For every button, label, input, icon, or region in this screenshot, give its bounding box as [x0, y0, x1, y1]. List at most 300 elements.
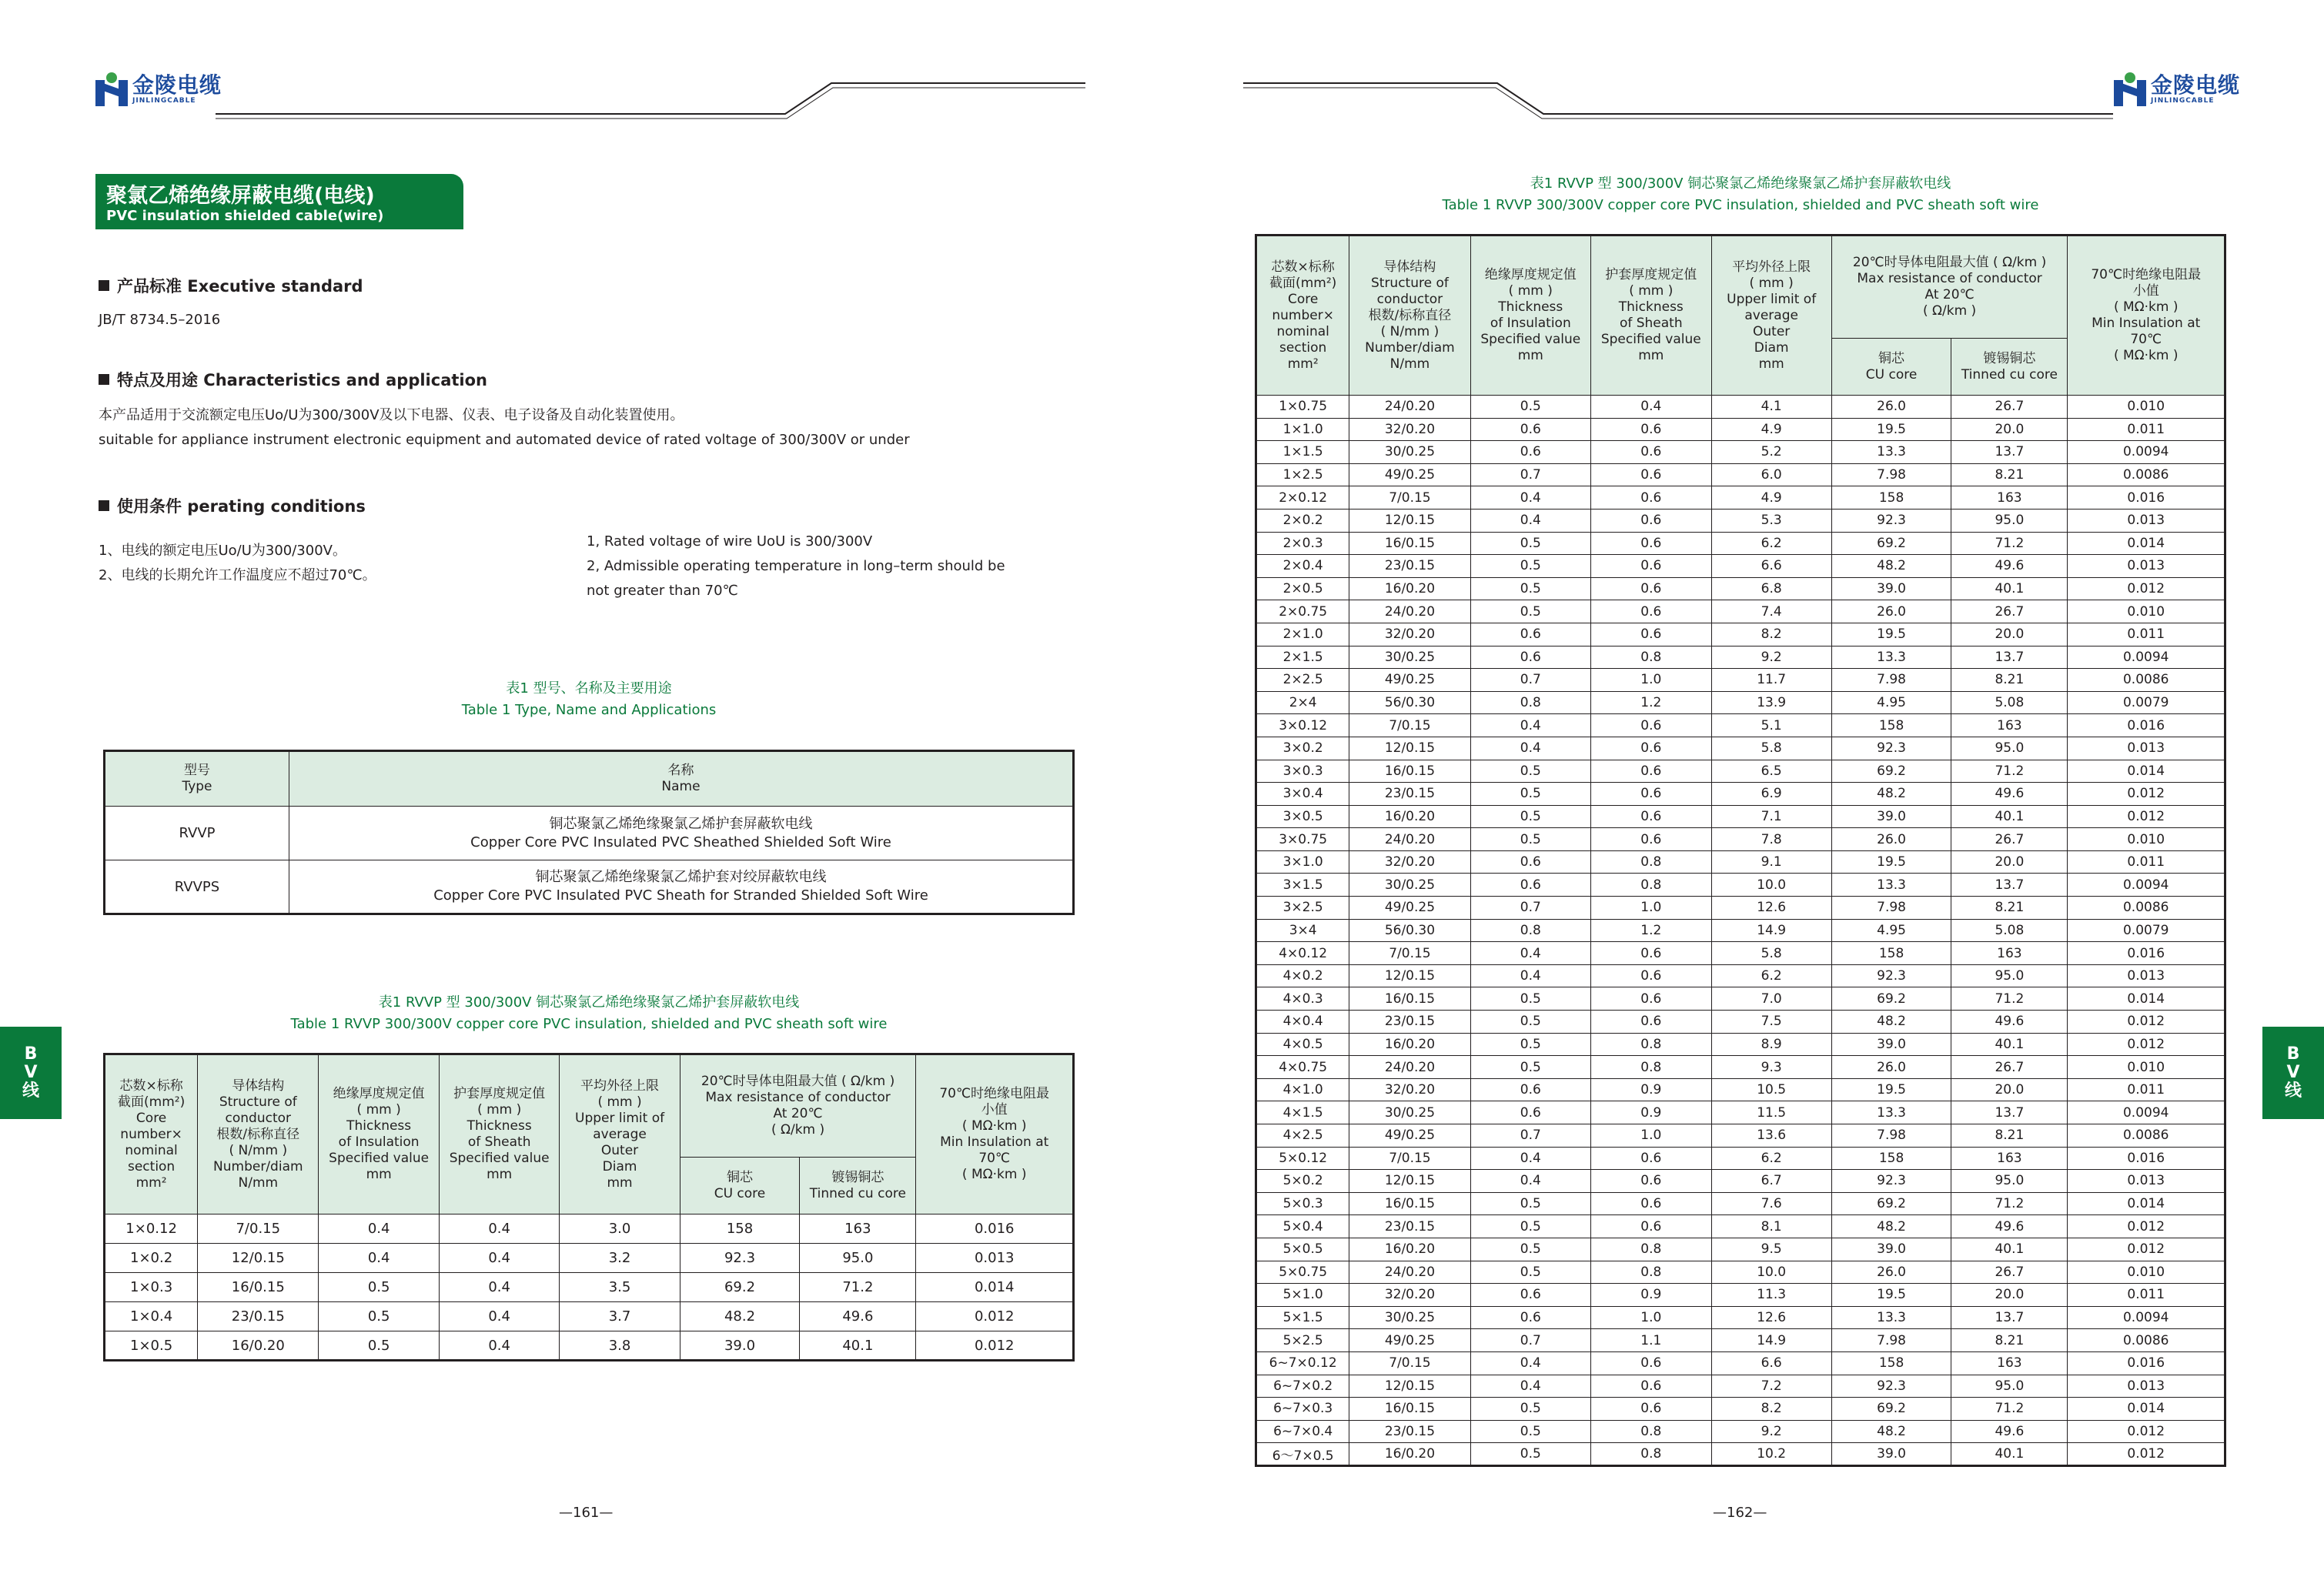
- conductor-count-cell: 1×0.5: [105, 1331, 198, 1361]
- outer-diam-cell: 5.2: [1711, 441, 1831, 464]
- insulation-resistance-cell: 0.0086: [2068, 897, 2225, 920]
- sheath-cell: 0.4: [439, 1214, 560, 1244]
- insulation-resistance-cell: 0.013: [916, 1244, 1074, 1273]
- insulation-cell: 0.6: [1470, 1078, 1591, 1101]
- sheath-cell: 0.6: [1591, 737, 1712, 760]
- insulation-resistance-cell: 0.0094: [2068, 1306, 2225, 1329]
- structure-cell: 32/0.20: [1349, 850, 1470, 874]
- type-name-table: [103, 750, 1075, 915]
- outer-diam-cell: 9.1: [1711, 850, 1831, 874]
- conductor-count-cell: 3×0.5: [1256, 805, 1349, 828]
- conductor-count-cell: 1×0.4: [105, 1302, 198, 1331]
- structure-cell: 16/0.20: [1349, 577, 1470, 600]
- insulation-resistance-cell: 0.0079: [2068, 919, 2225, 942]
- header-outer-diam: 平均外径上限 ( mm ) Upper limit of average Outer Diam mm: [560, 1054, 680, 1214]
- insulation-cell: 0.6: [1470, 441, 1591, 464]
- tinned-resistance-cell: 26.7: [1951, 1261, 2068, 1284]
- cu-resistance-cell: 26.0: [1831, 600, 1951, 623]
- cu-resistance-cell: 7.98: [1831, 1124, 1951, 1148]
- structure-cell: 23/0.15: [1349, 555, 1470, 578]
- header-resistance: 20℃时导体电阻最大值 ( Ω/km ) Max resistance of conductor At 20℃ ( Ω/km ): [680, 1054, 916, 1158]
- table2-caption-en: Table 1 RVVP 300/300V copper core PVC insulation, shielded and PVC sheath soft wire: [290, 1016, 888, 1032]
- structure-cell: 16/0.15: [1349, 532, 1470, 555]
- conductor-count-cell: 4×0.75: [1256, 1056, 1349, 1079]
- insulation-cell: 0.5: [1470, 396, 1591, 419]
- outer-diam-cell: 11.7: [1711, 669, 1831, 692]
- table2-caption-cn: 表1 RVVP 型 300/300V 铜芯聚氯乙烯绝缘聚氯乙烯护套屏蔽软电线: [378, 994, 800, 1011]
- insulation-resistance-cell: 0.012: [2068, 805, 2225, 828]
- insulation-cell: 0.6: [1470, 1101, 1591, 1124]
- brand-logo: [2114, 72, 2240, 106]
- outer-diam-cell: 9.3: [1711, 1056, 1831, 1079]
- outer-diam-cell: 10.2: [1711, 1443, 1831, 1466]
- sheath-cell: 1.0: [1591, 897, 1712, 920]
- sheath-cell: 0.6: [1591, 509, 1712, 532]
- insulation-resistance-cell: 0.012: [2068, 1215, 2225, 1238]
- tinned-resistance-cell: 40.1: [1951, 1033, 2068, 1056]
- tinned-resistance-cell: 26.7: [1951, 396, 2068, 419]
- insulation-resistance-cell: 0.010: [2068, 600, 2225, 623]
- insulation-resistance-cell: 0.013: [2068, 555, 2225, 578]
- insulation-cell: 0.4: [1470, 714, 1591, 737]
- structure-cell: 32/0.20: [1349, 418, 1470, 441]
- structure-cell: 24/0.20: [1349, 1056, 1470, 1079]
- cu-resistance-cell: 19.5: [1831, 850, 1951, 874]
- insulation-resistance-cell: 0.011: [2068, 418, 2225, 441]
- table-caption-cn: 表1 RVVP 型 300/300V 铜芯聚氯乙烯绝缘聚氯乙烯护套屏蔽软电线: [1530, 175, 1951, 192]
- conductor-count-cell: 1×0.75: [1256, 396, 1349, 419]
- conductor-count-cell: 1×2.5: [1256, 463, 1349, 486]
- sheath-cell: 0.6: [1591, 805, 1712, 828]
- tinned-resistance-cell: 20.0: [1951, 1284, 2068, 1307]
- insulation-resistance-cell: 0.0086: [2068, 1124, 2225, 1148]
- conductor-count-cell: 2×1.5: [1256, 646, 1349, 669]
- cu-resistance-cell: 39.0: [1831, 1238, 1951, 1261]
- sheath-cell: 0.6: [1591, 1147, 1712, 1170]
- sheath-cell: 0.6: [1591, 828, 1712, 851]
- insulation-resistance-cell: 0.012: [2068, 783, 2225, 806]
- structure-cell: 7/0.15: [1349, 942, 1470, 965]
- cu-resistance-cell: 158: [1831, 714, 1951, 737]
- insulation-resistance-cell: 0.016: [2068, 486, 2225, 510]
- insulation-resistance-cell: 0.013: [2068, 737, 2225, 760]
- table-row: [1256, 942, 2225, 965]
- insulation-cell: 0.5: [1470, 1011, 1591, 1034]
- insulation-resistance-cell: 0.016: [2068, 1147, 2225, 1170]
- table-row: [1256, 1101, 2225, 1124]
- insulation-resistance-cell: 0.0086: [2068, 1329, 2225, 1352]
- tinned-resistance-cell: 95.0: [800, 1244, 916, 1273]
- tinned-resistance-cell: 13.7: [1951, 441, 2068, 464]
- sheath-cell: 0.4: [439, 1273, 560, 1302]
- sheath-cell: 0.6: [1591, 1351, 1712, 1375]
- insulation-resistance-cell: 0.014: [2068, 1398, 2225, 1421]
- sheath-cell: 1.2: [1591, 919, 1712, 942]
- structure-cell: 12/0.15: [1349, 1375, 1470, 1398]
- structure-cell: 30/0.25: [1349, 1101, 1470, 1124]
- table-row: [1256, 1078, 2225, 1101]
- table-row: [1256, 577, 2225, 600]
- tinned-resistance-cell: 40.1: [1951, 1238, 2068, 1261]
- insulation-cell: 0.5: [319, 1302, 440, 1331]
- insulation-cell: 0.5: [1470, 805, 1591, 828]
- insulation-cell: 0.5: [1470, 1056, 1591, 1079]
- insulation-resistance-cell: 0.016: [916, 1214, 1074, 1244]
- outer-diam-cell: 8.1: [1711, 1215, 1831, 1238]
- conductor-count-cell: 6～7×0.5: [1256, 1443, 1349, 1466]
- structure-cell: 49/0.25: [1349, 463, 1470, 486]
- structure-cell: 7/0.15: [1349, 1351, 1470, 1375]
- insulation-cell: 0.5: [1470, 1398, 1591, 1421]
- header-sheath: 护套厚度规定值 ( mm ) Thickness of Sheath Specified value mm: [439, 1054, 560, 1214]
- table-row: [1256, 486, 2225, 510]
- structure-cell: 49/0.25: [1349, 669, 1470, 692]
- table-row: [1256, 623, 2225, 646]
- header-cu-core: 铜芯 CU core: [680, 1158, 800, 1214]
- table-row: [105, 1331, 1074, 1361]
- table-row: [105, 1273, 1074, 1302]
- cu-resistance-cell: 26.0: [1831, 828, 1951, 851]
- tinned-resistance-cell: 40.1: [800, 1331, 916, 1361]
- table-row: [1256, 646, 2225, 669]
- table-row: [1256, 600, 2225, 623]
- conductor-count-cell: 5×1.5: [1256, 1306, 1349, 1329]
- table-row: [1256, 691, 2225, 714]
- insulation-cell: 0.8: [1470, 919, 1591, 942]
- structure-cell: 12/0.15: [1349, 737, 1470, 760]
- tinned-resistance-cell: 26.7: [1951, 600, 2068, 623]
- insulation-resistance-cell: 0.011: [2068, 1284, 2225, 1307]
- cu-resistance-cell: 13.3: [1831, 441, 1951, 464]
- outer-diam-cell: 7.4: [1711, 600, 1831, 623]
- table-row: [1256, 1306, 2225, 1329]
- tinned-resistance-cell: 26.7: [1951, 1056, 2068, 1079]
- outer-diam-cell: 13.6: [1711, 1124, 1831, 1148]
- outer-diam-cell: 6.2: [1711, 532, 1831, 555]
- sheath-cell: 0.6: [1591, 600, 1712, 623]
- header-insulation: 绝缘厚度规定值 ( mm ) Thickness of Insulation Specified value mm: [1470, 236, 1591, 396]
- structure-cell: 23/0.15: [1349, 1011, 1470, 1034]
- spec-table-left: [103, 1053, 1075, 1361]
- table-row: [1256, 987, 2225, 1011]
- structure-cell: 16/0.20: [1349, 1033, 1470, 1056]
- insulation-cell: 0.5: [1470, 1033, 1591, 1056]
- cu-resistance-cell: 26.0: [1831, 1056, 1951, 1079]
- tinned-resistance-cell: 49.6: [1951, 555, 2068, 578]
- tinned-resistance-cell: 40.1: [1951, 1443, 2068, 1466]
- sheath-cell: 0.4: [439, 1302, 560, 1331]
- cu-resistance-cell: 39.0: [1831, 1033, 1951, 1056]
- outer-diam-cell: 6.0: [1711, 463, 1831, 486]
- structure-cell: 16/0.15: [1349, 760, 1470, 783]
- structure-cell: 49/0.25: [1349, 1329, 1470, 1352]
- outer-diam-cell: 6.2: [1711, 1147, 1831, 1170]
- structure-cell: 16/0.20: [198, 1331, 319, 1361]
- tinned-resistance-cell: 5.08: [1951, 691, 2068, 714]
- table-row: [1256, 1056, 2225, 1079]
- conductor-count-cell: 5×0.4: [1256, 1215, 1349, 1238]
- outer-diam-cell: 7.8: [1711, 828, 1831, 851]
- section-title-box: [95, 174, 463, 229]
- sheath-cell: 0.8: [1591, 874, 1712, 897]
- name-header: 名称 Name: [289, 751, 1074, 807]
- conductor-count-cell: 3×0.2: [1256, 737, 1349, 760]
- tinned-resistance-cell: 8.21: [1951, 463, 2068, 486]
- tinned-resistance-cell: 71.2: [1951, 987, 2068, 1011]
- structure-cell: 32/0.20: [1349, 623, 1470, 646]
- conductor-count-cell: 3×2.5: [1256, 897, 1349, 920]
- cu-resistance-cell: 48.2: [1831, 1011, 1951, 1034]
- insulation-resistance-cell: 0.0094: [2068, 646, 2225, 669]
- sheath-cell: 0.6: [1591, 623, 1712, 646]
- outer-diam-cell: 11.5: [1711, 1101, 1831, 1124]
- insulation-resistance-cell: 0.016: [2068, 714, 2225, 737]
- tinned-resistance-cell: 13.7: [1951, 874, 2068, 897]
- sheath-cell: 0.8: [1591, 1261, 1712, 1284]
- insulation-resistance-cell: 0.012: [2068, 577, 2225, 600]
- insulation-resistance-cell: 0.013: [2068, 1170, 2225, 1193]
- structure-cell: 24/0.20: [1349, 396, 1470, 419]
- insulation-resistance-cell: 0.014: [916, 1273, 1074, 1302]
- cu-resistance-cell: 19.5: [1831, 1078, 1951, 1101]
- structure-cell: 16/0.15: [198, 1273, 319, 1302]
- brand-name-cn: 金陵电缆: [2151, 72, 2241, 98]
- table-row: [1256, 1398, 2225, 1421]
- outer-diam-cell: 6.9: [1711, 783, 1831, 806]
- insulation-resistance-cell: 0.013: [2068, 509, 2225, 532]
- cu-resistance-cell: 158: [1831, 942, 1951, 965]
- tinned-resistance-cell: 95.0: [1951, 964, 2068, 987]
- insulation-resistance-cell: 0.016: [2068, 942, 2225, 965]
- cu-resistance-cell: 48.2: [1831, 555, 1951, 578]
- outer-diam-cell: 7.0: [1711, 987, 1831, 1011]
- table-row: [1256, 714, 2225, 737]
- tinned-resistance-cell: 163: [1951, 1147, 2068, 1170]
- insulation-resistance-cell: 0.011: [2068, 1078, 2225, 1101]
- condition-en-1: 1, Rated voltage of wire UoU is 300/300V: [587, 533, 873, 550]
- conductor-count-cell: 2×0.4: [1256, 555, 1349, 578]
- insulation-cell: 0.4: [1470, 1351, 1591, 1375]
- structure-cell: 56/0.30: [1349, 691, 1470, 714]
- table-row: RVVP 铜芯聚氯乙烯绝缘聚氯乙烯护套屏蔽软电线 Copper Core PVC Insulated PVC Sheathed Shielded Soft Wire: [105, 807, 1074, 860]
- outer-diam-cell: 14.9: [1711, 1329, 1831, 1352]
- insulation-resistance-cell: 0.0086: [2068, 669, 2225, 692]
- insulation-cell: 0.6: [1470, 850, 1591, 874]
- outer-diam-cell: 3.5: [560, 1273, 680, 1302]
- sheath-cell: 1.1: [1591, 1329, 1712, 1352]
- structure-cell: 12/0.15: [1349, 509, 1470, 532]
- conductor-count-cell: 5×0.3: [1256, 1192, 1349, 1215]
- cu-resistance-cell: 69.2: [1831, 532, 1951, 555]
- cu-resistance-cell: 13.3: [1831, 1306, 1951, 1329]
- table-row: [1256, 1033, 2225, 1056]
- tinned-resistance-cell: 8.21: [1951, 1329, 2068, 1352]
- cu-resistance-cell: 92.3: [680, 1244, 800, 1273]
- tinned-resistance-cell: 49.6: [800, 1302, 916, 1331]
- structure-cell: 30/0.25: [1349, 646, 1470, 669]
- tinned-resistance-cell: 71.2: [1951, 760, 2068, 783]
- sheath-cell: 0.6: [1591, 418, 1712, 441]
- outer-diam-cell: 9.5: [1711, 1238, 1831, 1261]
- outer-diam-cell: 6.6: [1711, 555, 1831, 578]
- table-row: [1256, 441, 2225, 464]
- cu-resistance-cell: 69.2: [1831, 1192, 1951, 1215]
- sheath-cell: 0.8: [1591, 850, 1712, 874]
- outer-diam-cell: 9.2: [1711, 1420, 1831, 1443]
- bullet-square-icon: [99, 500, 109, 511]
- page-number-left: —161—: [559, 1505, 614, 1521]
- insulation-cell: 0.4: [1470, 1170, 1591, 1193]
- sheath-cell: 0.6: [1591, 1215, 1712, 1238]
- structure-cell: 16/0.20: [1349, 1238, 1470, 1261]
- tinned-resistance-cell: 49.6: [1951, 1215, 2068, 1238]
- sheath-cell: 0.6: [1591, 942, 1712, 965]
- insulation-resistance-cell: 0.012: [2068, 1238, 2225, 1261]
- condition-cn-1: 1、电线的额定电压Uo/U为300/300V。: [99, 543, 346, 559]
- cu-resistance-cell: 69.2: [1831, 760, 1951, 783]
- cu-resistance-cell: 69.2: [680, 1273, 800, 1302]
- insulation-resistance-cell: 0.012: [2068, 1443, 2225, 1466]
- outer-diam-cell: 7.1: [1711, 805, 1831, 828]
- conductor-count-cell: 5×0.2: [1256, 1170, 1349, 1193]
- tinned-resistance-cell: 95.0: [1951, 1375, 2068, 1398]
- outer-diam-cell: 8.2: [1711, 623, 1831, 646]
- bullet-square-icon: [99, 280, 109, 291]
- insulation-cell: 0.7: [1470, 1124, 1591, 1148]
- structure-cell: 56/0.30: [1349, 919, 1470, 942]
- insulation-resistance-cell: 0.012: [916, 1302, 1074, 1331]
- insulation-cell: 0.5: [1470, 1261, 1591, 1284]
- outer-diam-cell: 5.1: [1711, 714, 1831, 737]
- sheath-cell: 0.8: [1591, 1420, 1712, 1443]
- insulation-cell: 0.5: [1470, 1215, 1591, 1238]
- cu-resistance-cell: 4.95: [1831, 919, 1951, 942]
- insulation-cell: 0.4: [319, 1214, 440, 1244]
- structure-cell: 30/0.25: [1349, 1306, 1470, 1329]
- sheath-cell: 0.6: [1591, 783, 1712, 806]
- insulation-cell: 0.5: [1470, 555, 1591, 578]
- insulation-cell: 0.5: [319, 1331, 440, 1361]
- outer-diam-cell: 7.6: [1711, 1192, 1831, 1215]
- characteristics-cn: 本产品适用于交流额定电压Uo/U为300/300V及以下电器、仪表、电子设备及自动化装置使用。: [99, 407, 684, 423]
- cu-resistance-cell: 92.3: [1831, 964, 1951, 987]
- cu-resistance-cell: 158: [1831, 1351, 1951, 1375]
- conductor-count-cell: 3×1.0: [1256, 850, 1349, 874]
- conductor-count-cell: 5×1.0: [1256, 1284, 1349, 1307]
- side-tab-right: B V 线: [2262, 1027, 2324, 1119]
- tinned-resistance-cell: 71.2: [1951, 1192, 2068, 1215]
- tinned-resistance-cell: 95.0: [1951, 737, 2068, 760]
- header-sheath: 护套厚度规定值 ( mm ) Thickness of Sheath Specified value mm: [1591, 236, 1712, 396]
- table-row: [1256, 1443, 2225, 1466]
- tinned-resistance-cell: 163: [800, 1214, 916, 1244]
- table-row: [1256, 396, 2225, 419]
- outer-diam-cell: 10.5: [1711, 1078, 1831, 1101]
- cu-resistance-cell: 69.2: [1831, 987, 1951, 1011]
- structure-cell: 23/0.15: [1349, 1215, 1470, 1238]
- table-row: RVVPS 铜芯聚氯乙烯绝缘聚氯乙烯护套对绞屏蔽软电线 Copper Core PVC Insulated PVC Sheath for Stranded Shielded Soft Wire: [105, 860, 1074, 914]
- conductor-count-cell: 4×0.12: [1256, 942, 1349, 965]
- header-tinned-core: 镀锡铜芯 Tinned cu core: [1951, 339, 2068, 396]
- conductor-count-cell: 6~7×0.12: [1256, 1351, 1349, 1375]
- sheath-cell: 0.6: [1591, 463, 1712, 486]
- sheath-cell: 0.9: [1591, 1101, 1712, 1124]
- cu-resistance-cell: 19.5: [1831, 418, 1951, 441]
- cu-resistance-cell: 39.0: [1831, 577, 1951, 600]
- tinned-resistance-cell: 13.7: [1951, 1306, 2068, 1329]
- sheath-cell: 0.6: [1591, 987, 1712, 1011]
- table-row: [1256, 509, 2225, 532]
- table-row: [1256, 919, 2225, 942]
- conductor-count-cell: 6~7×0.3: [1256, 1398, 1349, 1421]
- table1-caption-en: Table 1 Type, Name and Applications: [461, 702, 717, 718]
- cu-resistance-cell: 26.0: [1831, 396, 1951, 419]
- sheath-cell: 0.9: [1591, 1078, 1712, 1101]
- cu-resistance-cell: 92.3: [1831, 1170, 1951, 1193]
- header-rule: [216, 77, 1085, 123]
- tinned-resistance-cell: 13.7: [1951, 1101, 2068, 1124]
- table1-caption-cn: 表1 型号、名称及主要用途: [506, 680, 672, 697]
- cu-resistance-cell: 48.2: [680, 1302, 800, 1331]
- header-insulation: 绝缘厚度规定值 ( mm ) Thickness of Insulation Specified value mm: [319, 1054, 440, 1214]
- cu-resistance-cell: 39.0: [1831, 1443, 1951, 1466]
- cu-resistance-cell: 13.3: [1831, 1101, 1951, 1124]
- tinned-resistance-cell: 71.2: [800, 1273, 916, 1302]
- sheath-cell: 1.0: [1591, 1124, 1712, 1148]
- structure-cell: 49/0.25: [1349, 1124, 1470, 1148]
- structure-cell: 16/0.15: [1349, 987, 1470, 1011]
- header-resistance: 20℃时导体电阻最大值 ( Ω/km ) Max resistance of conductor At 20℃ ( Ω/km ): [1831, 236, 2068, 339]
- outer-diam-cell: 13.9: [1711, 691, 1831, 714]
- sheath-cell: 0.6: [1591, 486, 1712, 510]
- cu-resistance-cell: 7.98: [1831, 669, 1951, 692]
- tinned-resistance-cell: 20.0: [1951, 418, 2068, 441]
- outer-diam-cell: 12.6: [1711, 897, 1831, 920]
- insulation-resistance-cell: 0.014: [2068, 1192, 2225, 1215]
- insulation-cell: 0.4: [1470, 486, 1591, 510]
- conductor-count-cell: 6~7×0.4: [1256, 1420, 1349, 1443]
- sheath-cell: 0.6: [1591, 964, 1712, 987]
- insulation-cell: 0.5: [1470, 783, 1591, 806]
- table-row: [1256, 1261, 2225, 1284]
- insulation-cell: 0.4: [1470, 1147, 1591, 1170]
- conductor-count-cell: 2×4: [1256, 691, 1349, 714]
- structure-cell: 24/0.20: [1349, 1261, 1470, 1284]
- outer-diam-cell: 3.8: [560, 1331, 680, 1361]
- characteristics-en: suitable for appliance instrument electronic equipment and automated device of rated voltage of 300/300V or under: [99, 432, 910, 448]
- cu-resistance-cell: 4.95: [1831, 691, 1951, 714]
- insulation-cell: 0.7: [1470, 669, 1591, 692]
- conductor-count-cell: 5×2.5: [1256, 1329, 1349, 1352]
- outer-diam-cell: 5.3: [1711, 509, 1831, 532]
- cu-resistance-cell: 26.0: [1831, 1261, 1951, 1284]
- insulation-cell: 0.5: [1470, 1443, 1591, 1466]
- outer-diam-cell: 6.5: [1711, 760, 1831, 783]
- sheath-cell: 0.8: [1591, 646, 1712, 669]
- structure-cell: 24/0.20: [1349, 600, 1470, 623]
- sheath-cell: 0.6: [1591, 532, 1712, 555]
- table-row: [1256, 1011, 2225, 1034]
- insulation-cell: 0.4: [1470, 942, 1591, 965]
- sheath-cell: 0.6: [1591, 1011, 1712, 1034]
- header-rule: [1243, 77, 2113, 123]
- tinned-resistance-cell: 8.21: [1951, 897, 2068, 920]
- sheath-cell: 1.0: [1591, 1306, 1712, 1329]
- conductor-count-cell: 4×0.5: [1256, 1033, 1349, 1056]
- sheath-cell: 1.2: [1591, 691, 1712, 714]
- tinned-resistance-cell: 49.6: [1951, 783, 2068, 806]
- outer-diam-cell: 4.9: [1711, 486, 1831, 510]
